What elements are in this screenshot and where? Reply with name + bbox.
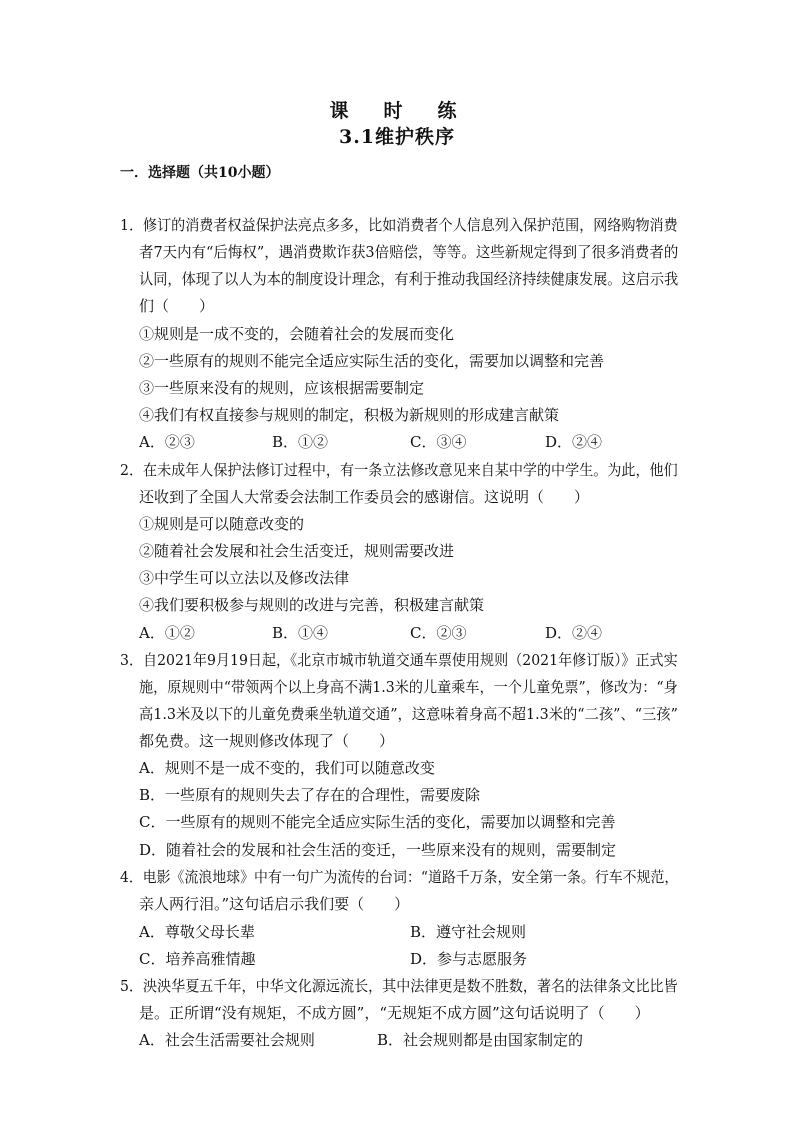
- question-3-line-2: 施，原规则中“带领两个以上身高不满1.3米的儿童乘车，一个儿童免票”，修改为：“身: [139, 678, 678, 696]
- question-1-line-2: 者7天内有“后悔权”，遇消费欺诈获3倍赔偿，等等。这些新规定得到了很多消费者的: [139, 243, 679, 261]
- question-3-choice-a: A．规则不是一成不变的，我们可以随意改变: [139, 759, 435, 777]
- question-1-choice-d: D．②④: [545, 433, 603, 451]
- question-1-statement-2: ②一些原有的规则不能完全适应实际生活的变化，需要加以调整和完善: [139, 352, 605, 370]
- question-3-line-3: 高1.3米及以下的儿童免费乘坐轨道交通”，这意味着身高不超1.3米的“二孩”、“三孩”: [139, 705, 678, 723]
- question-5-choice-a: A．社会生活需要社会规则: [139, 1031, 315, 1049]
- question-1-choice-b: B．①②: [272, 433, 329, 451]
- question-5-line-1: 5．泱泱华夏五千年，中华文化源远流长，其中法律更是数不胜数，著名的法律条文比比皆: [120, 977, 678, 995]
- question-2-statement-3: ③中学生可以立法以及修改法律: [139, 569, 350, 587]
- question-4-line-2: 亲人两行泪。”这句话启示我们要（ ）: [139, 895, 410, 913]
- question-2-choice-b: B．①④: [272, 624, 329, 642]
- question-3-choice-c: C．一些原有的规则不能完全适应实际生活的变化，需要加以调整和完善: [139, 813, 616, 831]
- question-5-choice-b: B．社会规则都是由国家制定的: [377, 1031, 584, 1049]
- question-2-line-2: 还收到了全国人大常委会法制工作委员会的感谢信。这说明（ ）: [139, 488, 590, 506]
- question-4-choice-c: C．培养高雅情趣: [139, 950, 256, 968]
- question-4-choice-b: B．遵守社会规则: [410, 923, 527, 941]
- question-4-line-1: 4．电影《流浪地球》中有一句广为流传的台词：“道路千万条，安全第一条。行车不规范，: [120, 868, 679, 886]
- question-4-choice-d: D．参与志愿服务: [410, 950, 528, 968]
- question-1-line-1: 1．修订的消费者权益保护法亮点多多，比如消费者个人信息列入保护范围，网络购物消费: [120, 216, 678, 234]
- question-3-line-4: 都免费。这一规则修改体现了（ ）: [139, 732, 395, 750]
- question-2-choice-d: D．②④: [545, 624, 603, 642]
- question-2-choice-a: A．①②: [139, 624, 195, 642]
- question-3-line-1: 3．自2021年9月19日起，《北京市城市轨道交通车票使用规则（2021年修订版）》正式实: [120, 651, 678, 669]
- question-2-statement-1: ①规则是可以随意改变的: [139, 515, 305, 533]
- question-2-choice-c: C．②③: [410, 624, 467, 642]
- page-title: 课 时 练: [329, 100, 465, 122]
- question-1-line-4: 们（ ）: [139, 297, 215, 315]
- question-1-choice-c: C．③④: [410, 433, 467, 451]
- question-3-choice-d: D．随着社会的发展和社会生活的变迁，一些原来没有的规则，需要制定: [139, 841, 617, 859]
- section-heading: 一．选择题（共10小题）: [120, 165, 280, 181]
- lesson-subtitle: 3.1维护秩序: [338, 126, 456, 148]
- question-1-statement-1: ①规则是一成不变的，会随着社会的发展而变化: [139, 325, 455, 343]
- question-3-choice-b: B．一些原有的规则失去了存在的合理性，需要废除: [139, 786, 481, 804]
- question-4-choice-a: A．尊敬父母长辈: [139, 923, 255, 941]
- question-2-statement-2: ②随着社会发展和社会生活变迁，规则需要改进: [139, 542, 455, 560]
- question-1-choice-a: A．②③: [139, 433, 195, 451]
- question-1-line-3: 认同，体现了以人为本的制度设计理念，有利于推动我国经济持续健康发展。这启示我: [139, 270, 679, 288]
- question-1-statement-3: ③一些原来没有的规则，应该根据需要制定: [139, 379, 425, 397]
- question-5-line-2: 是。正所谓“没有规矩，不成方圆”，“无规矩不成方圆”这句话说明了（ ）: [139, 1004, 650, 1022]
- question-1-statement-4: ④我们有权直接参与规则的制定，积极为新规则的形成建言献策: [139, 406, 560, 424]
- question-2-statement-4: ④我们要积极参与规则的改进与完善，积极建言献策: [139, 596, 485, 614]
- question-2-line-1: 2．在未成年人保护法修订过程中，有一条立法修改意见来自某中学的中学生。为此，他们: [120, 461, 678, 479]
